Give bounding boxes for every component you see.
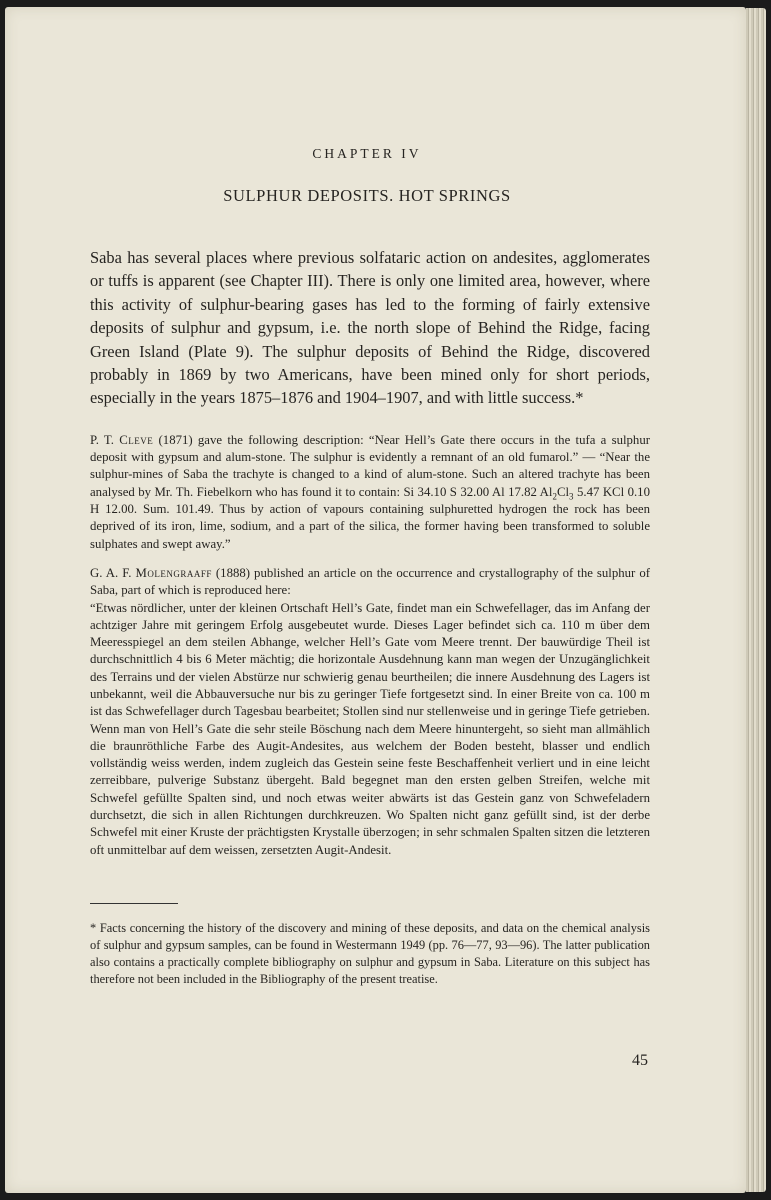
page-number: 45 bbox=[632, 1052, 648, 1069]
german-quote-1: “Etwas nördlicher, unter der kleinen Ortschaft Hell’s Gate, findet man ein Schwefellager, das im Anfang der achtziger Jahre mit geringem Erfolg ausgebeutet wurde. Dieses Lager befindet sich ca. 110 m über dem Meeresspiegel an dem steilen Abhange, welcher Hell’s Gate vom Meere trennt. Der bauwürdige Theil ist durchschnittlich 4 bis 6 Meter mächtig; die horizontale Ausdehnung kann man wegen der Unzugänglichkeit des Terrains und der vielen Abstürze nur schwierig genau beurtheilen; die innere Ausdehnung des Lagers ist unbekannt, weil die Abbauversuche nur bis zu geringer Tiefe fortgesetzt sind. In einer Breite von ca. 100 m ist das Schwefellager durch Tagesbau bearbeitet; Stollen sind nur stellenweise und in geringe Tiefe getrieben. bbox=[90, 600, 651, 719]
footnote-divider bbox=[90, 903, 178, 904]
cleve-text-mid: Cl bbox=[556, 484, 570, 499]
chapter-title: SULPHUR DEPOSITS. HOT SPRINGS bbox=[223, 186, 511, 205]
cleve-text-after: 5.47 KCl 0.10 H 12.00. Sum. 101.49. Thus by action of vapours containing sulphuretted hydrogen the rock has been deprived of its iron, lime, sodium, and a part of the silica, the former having been transformed to soluble sulphates and swept away.” bbox=[90, 484, 650, 551]
footnote: * Facts concerning the history of the discovery and mining of these deposits, and data on the chemical analysis of sulphur and gypsum samples, can be found in Westermann 1949 (pp. 76—77, 93—96). The latter publication also contains a practically complete bibliography on sulphur and gypsum in Saba. Literature on this subject has therefore not been included in the Bibliography of the present treatise. bbox=[90, 920, 650, 986]
cleve-text-before: (1871) gave the following description: “Near Hell’s Gate there occurs in the tufa a sulphur deposit with gypsum and alum-stone. The sulphur is evidently a remnant of an old fumarol.” — “Near the sulphur-mines of Saba the trachyte is changed to a kind of alum-stone. Such an altered trachyte has been analysed by Mr. Th. Fiebelkorn who has found it to contain: Si 34.10 S 32.00 Al 17.82 Al bbox=[90, 432, 650, 499]
cleve-paragraph bbox=[90, 432, 650, 553]
molengraaff-paragraph bbox=[90, 565, 650, 600]
molengraaff-initials: G. A. F. bbox=[90, 565, 136, 580]
german-quote-2: Wenn man von Hell’s Gate die sehr steile Böschung nach dem Meere hinuntergeht, so sieht man allmählich die braunröthliche Farbe des Augit-Andesites, aus welchem der Boden besteht, blasser und endlich vollständig weiss werden, indem zugleich das Gestein seine feste Beschaffenheit verliert und in eine leicht zerreibbare, pulverige Substanz übergeht. Bald begegnet man den ersten gelben Streifen, welche mit Schwefel gefüllte Spalten sind, und noch etwas weiter abwärts ist das Gestein ganz von Schwefeladern durchsetzt, die sich in allen Richtungen durchkreuzen. Wo Spalten nicht ganz gefüllt sind, ist der derbe Schwefel mit einer Kruste der prächtigsten Krystalle überzogen; in sehr schmalen Spalten sitzen die letzteren oft unmittelbar auf dem weissen, zersetzten Augit-Andesit. bbox=[90, 721, 650, 857]
page-stack-edge bbox=[746, 8, 766, 1192]
molengraaff-text: (1888) published an article on the occurrence and crystallography of the sulphur of Saba, part of which is reproduced here: bbox=[90, 565, 650, 598]
page-content bbox=[84, 140, 650, 988]
intro-paragraph: Saba has several places where previous solfataric action on andesites, agglomerates or tuffs is apparent (see Chapter III). There is only one limited area, however, where this activity of sulphur-bearing gases has led to the forming of fairly extensive deposits of sulphur and gypsum, i.e. the north slope of Behind the Ridge, facing Green Island (Plate 9). The sulphur deposits of Behind the Ridge, discovered probably in 1869 by two Americans, have been mined only for short periods, especially in the years 1875–1876 and 1904–1907, and with little success.* bbox=[90, 248, 650, 408]
cleve-initials: P. T. bbox=[90, 432, 120, 447]
cleve-subscript-2: 3 bbox=[569, 491, 574, 502]
cleve-author: Cleve bbox=[119, 432, 154, 447]
molengraaff-author: Molengraaff bbox=[135, 565, 212, 580]
chapter-label: CHAPTER IV bbox=[312, 146, 422, 161]
cleve-subscript-1: 2 bbox=[552, 491, 557, 502]
